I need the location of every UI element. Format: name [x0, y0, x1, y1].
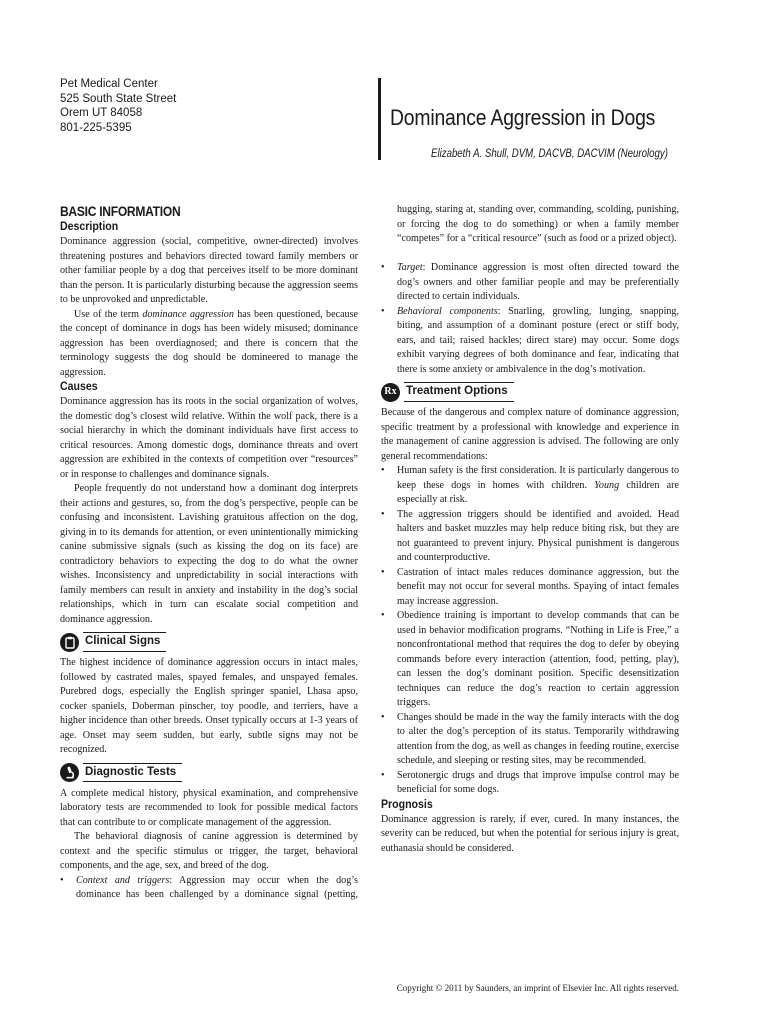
description-paragraph-1: Dominance aggression (social, competitive, owner-directed) involves threatening postures and behaviors directed toward family members or other familiar people by a dog that perceives itself to be more dominant than the person. It is particularly disturbing because the aggression seems to be unprovoked and unpredictable.	[60, 236, 358, 305]
prognosis-heading: Prognosis	[381, 798, 433, 811]
diagnostic-bullets-part-1	[60, 874, 358, 904]
basic-info-heading: BASIC INFORMATION	[60, 204, 181, 219]
list-item: • Obedience training is important to develop commands that can be used in behavior modification programs. “Nothing in Life is Free,” a nonconfrontational method that requires the dog to defer by obeying commands before every interaction (attention, food, petting, play), can lessen the dog’s dominant position. Specific desensitization techniques can reduce the dog’s reaction to certain aggression triggers.	[381, 609, 679, 711]
clinical-signs-heading: Clinical Signs	[83, 632, 166, 652]
clinic-city: Orem UT 84058	[60, 107, 143, 119]
clinic-phone: 801-225-5395	[60, 121, 132, 134]
list-item: • Serotonergic drugs and drugs that improve impulse control may be beneficial for some dogs.	[381, 769, 679, 798]
diagnostic-bullets-part-2	[381, 203, 679, 247]
causes-paragraph-1: Dominance aggression has its roots in the social organization of wolves, the domestic dog’s closest wild relative. Within the wolf pack, there is a social hierarchy in which the dominant individuals have first access to critical resources. Among domestic dogs, dominance threats and overt aggression are exhibited in the contexts of competition over “resources” or in response to challenges and dominance signals.	[60, 396, 358, 480]
list-item: • Behavioral components: Snarling, growling, lunging, snapping, biting, and assumption of a dominant posture (erect or stiff body, ears, and tail; raised hackles; direct stare) may occur. Some dogs exhibit varying degrees of both dominance and fear, indicating that there is some anxiety or ambivalence in the dog’s motivation.	[381, 305, 679, 378]
diagnostic-tests-heading: Diagnostic Tests	[83, 763, 182, 783]
page-title: Dominance Aggression in Dogs	[390, 105, 656, 130]
causes-paragraph-2: People frequently do not understand how a dominant dog interprets their actions and gestures, so, from the dog’s perspective, people can be confusing and inconsistent. Lavishing gratuitous affection on the dog, giving in to its demands for attention, or even unintentionally mimicking canine submissive signals (such as kissing the dog on its face) are contradictory behaviors to expecting the dog to do what the owner wishes. Inconsistency and unpredictability in social interactions with family members can result in anxiety and instability in the dog’s social relationships, which in turn can escalate social competition and dominance aggression.	[60, 483, 358, 625]
title-rule	[378, 78, 381, 160]
clinic-street: 525 South State Street	[60, 92, 177, 105]
right-column	[381, 203, 679, 856]
clinical-signs-header	[60, 629, 358, 655]
clinic-name: Pet Medical Center	[60, 78, 158, 90]
treatment-bullets	[381, 464, 679, 798]
author-line: Elizabeth A. Shull, DVM, DACVB, DACVIM (Neurology)	[431, 148, 668, 160]
clinical-signs-paragraph: The highest incidence of dominance aggression occurs in intact males, followed by castrated males, spayed females, and unspayed females. Purebred dogs, especially the English springer spaniel, Lhasa apso, cocker spaniels, Doberman pinscher, toy poodle, and terriers, have a higher incidence than other breeds. Onset typically occurs at 1-3 years of age. Onset may seem sudden, but early, subtle signs may not be recognized.	[60, 657, 358, 755]
list-item: • Human safety is the first consideration. It is particularly dangerous to keep these dogs in homes with children. Young children are especially at risk.	[381, 464, 679, 508]
diagnostic-bullet-continuation	[381, 203, 679, 261]
prognosis-paragraph: Dominance aggression is rarely, if ever, cured. In many instances, the severity can be reduced, but when the potential for serious injury is great, euthanasia should be considered.	[381, 813, 679, 854]
microscope-icon	[60, 763, 79, 782]
description-paragraph-2: Use of the term dominance aggression has been questioned, because the concept of dominance in dogs has been widely misused; dominance aggression has been overdiagnosed; and there is concern that the terminology suggests the dog should be domineered to manage the aggression.	[60, 308, 358, 378]
list-item: • hugging, staring at, standing over, commanding, scolding, punishing, or forcing the dog to do something) or when a family member “competes” for a “critical resource” (such as food or a prized object).	[381, 203, 679, 247]
diagnostic-bullets-part-3	[381, 261, 679, 377]
description-heading: Description	[60, 221, 119, 233]
list-item: • Changes should be made in the way the family interacts with the dog to alter the dog’s perception of its status. Temporarily withdrawing attention from the dog, as well as changes in feeding routine, exercise schedule, and sleeping or resting sites, may be recommended.	[381, 711, 679, 769]
list-item: • Castration of intact males reduces dominance aggression, but the benefit may not occur for several months. Spaying of intact females may increase aggression.	[381, 566, 679, 610]
treatment-heading: Treatment Options	[404, 382, 514, 402]
clinic-address	[60, 77, 280, 135]
treatment-intro: Because of the dangerous and complex nature of dominance aggression, specific treatment by a professional with knowledge and experience in the management of canine aggression is advised. The following are only general recommendations:	[381, 407, 679, 462]
list-item: • Target: Dominance aggression is most often directed toward the dog’s owners and other familiar people and may be preferentially directed to certain individuals.	[381, 261, 679, 305]
copyright-footer: Copyright © 2011 by Saunders, an imprint of Elsevier Inc. All rights reserved.	[396, 983, 679, 993]
prescription-icon: Rx	[381, 383, 400, 402]
treatment-header	[381, 379, 679, 405]
list-item: • Context and triggers: Aggression may occur when the dog’s dominance has been challenged by a dominance signal (petting,	[60, 874, 358, 904]
clipboard-icon	[60, 633, 79, 652]
diagnostic-bullet-clip	[60, 874, 358, 904]
diagnostic-paragraph-2: The behavioral diagnosis of canine aggression is determined by context and the specific stimulus or trigger, the target, behavioral components, and the age, sex, and breed of the dog.	[60, 831, 358, 871]
left-column	[60, 203, 358, 904]
diagnostic-tests-header	[60, 760, 358, 786]
diagnostic-paragraph-1: A complete medical history, physical examination, and comprehensive laboratory tests are recommended to look for possible medical factors that can contribute to or complicate management of the aggression.	[60, 787, 358, 828]
list-item: • The aggression triggers should be identified and avoided. Head halters and basket muzzles may help reduce biting risk, but they are not guaranteed to prevent injury. Physical punishment is dangerous and counterproductive.	[381, 508, 679, 566]
causes-heading: Causes	[60, 381, 98, 393]
